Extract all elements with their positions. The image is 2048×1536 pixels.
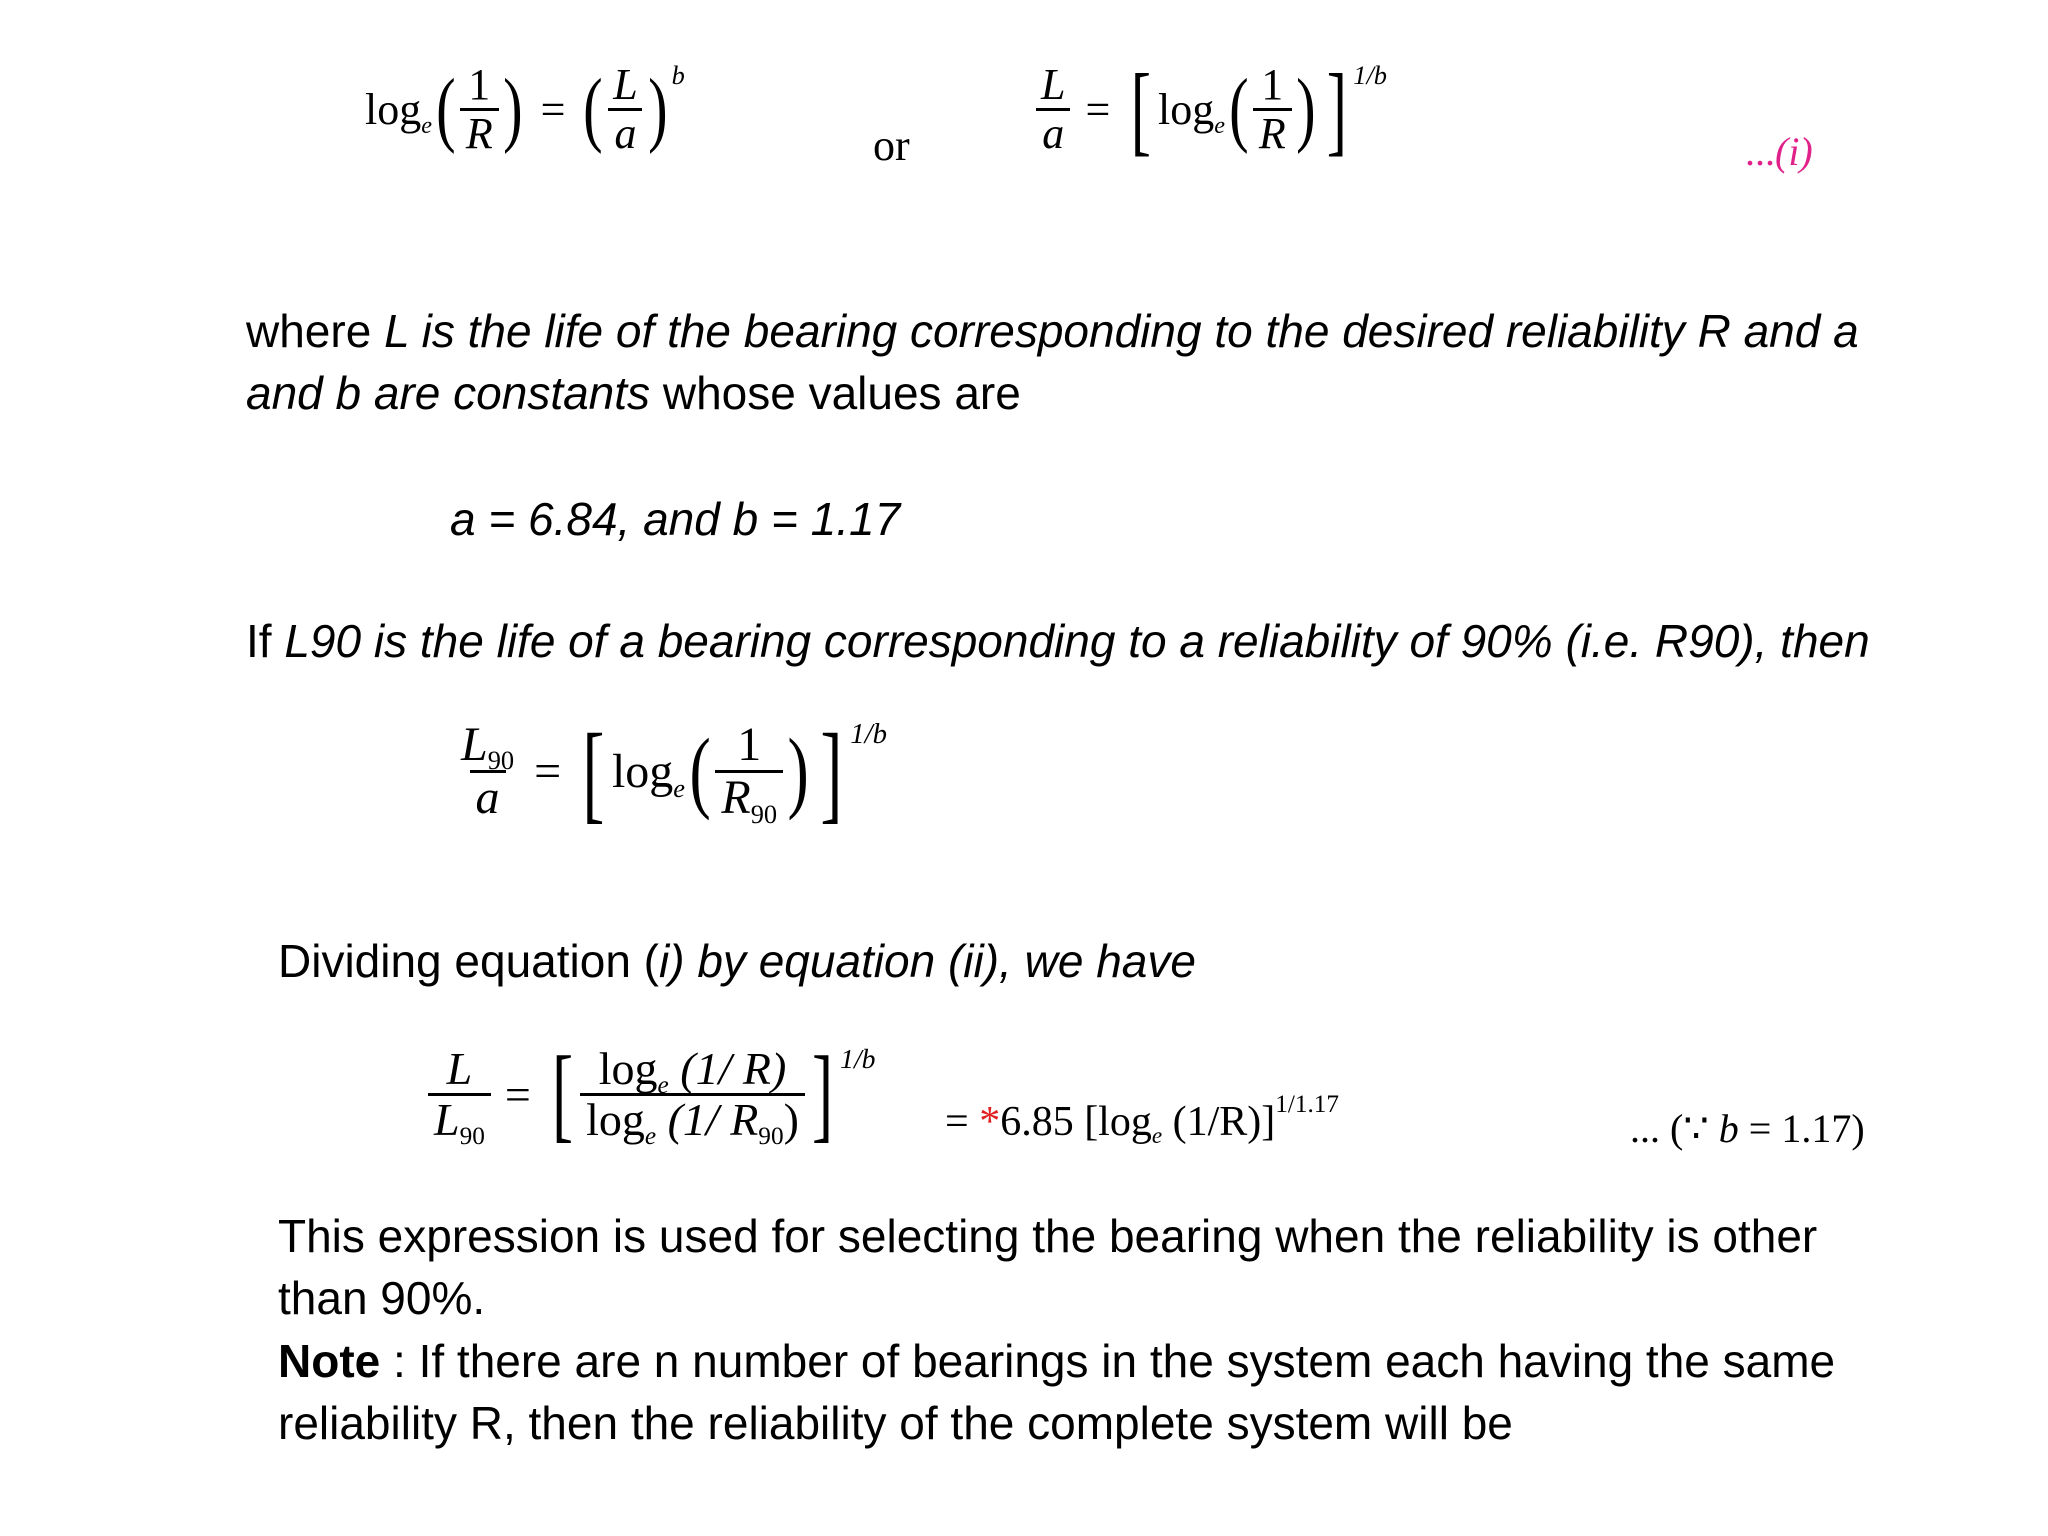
text: Dividing equation ( bbox=[278, 935, 660, 987]
bracket-close: ] bbox=[811, 1035, 834, 1153]
denominator: a bbox=[608, 108, 642, 157]
log-text: loge bbox=[1158, 85, 1225, 139]
argument: (1/R)] bbox=[1162, 1099, 1276, 1145]
equation-note-b bbox=[1630, 1105, 1865, 1152]
numerator: 1 bbox=[1261, 60, 1284, 109]
paren-open: ( bbox=[1229, 63, 1249, 156]
denominator: a bbox=[1036, 108, 1070, 157]
because-symbol: ∵ bbox=[1683, 1106, 1709, 1151]
equation-i-left bbox=[365, 59, 685, 159]
paragraph-definition bbox=[246, 300, 1926, 424]
equals-sign: = bbox=[945, 1099, 980, 1145]
paren-close: ) bbox=[1295, 63, 1316, 156]
fraction-one-over-r90 bbox=[715, 718, 783, 829]
fraction-log-ratio bbox=[580, 1043, 805, 1151]
numerator: L bbox=[446, 1043, 473, 1094]
paragraph-note bbox=[278, 1330, 1918, 1454]
equation-ratio bbox=[428, 1035, 876, 1153]
numerator: L90 bbox=[461, 718, 515, 776]
paragraph-l90 bbox=[246, 610, 1870, 672]
bracket-open: [ bbox=[551, 1035, 574, 1153]
denominator: R90 bbox=[715, 770, 783, 823]
log-base: e bbox=[1151, 1122, 1163, 1149]
text-italic: L90 is the life of a bearing corresponding to a reliability of 90% (i.e. R90), then bbox=[284, 615, 1870, 667]
equation-i-right bbox=[1035, 53, 1388, 166]
fraction-l-over-l90 bbox=[428, 1043, 491, 1151]
text: where bbox=[246, 305, 385, 357]
or-text: or bbox=[873, 121, 910, 170]
fraction-l-over-a bbox=[1035, 62, 1071, 157]
denominator: L90 bbox=[428, 1093, 491, 1144]
fraction-one-over-r bbox=[1253, 62, 1292, 157]
exponent-1-over-b: 1/b bbox=[1353, 59, 1388, 90]
equation-ii bbox=[455, 710, 888, 833]
paragraph-expression: This expression is used for selecting the bearing when the reliability is other than 90%. bbox=[278, 1210, 1818, 1324]
equation-tag-i bbox=[1745, 128, 1813, 175]
exponent-1-over-b: 1/b bbox=[840, 1042, 876, 1074]
numerator: L bbox=[1041, 60, 1066, 109]
equation-result bbox=[945, 1091, 1339, 1149]
bracket-close: ] bbox=[1326, 53, 1347, 166]
fraction-one-over-r bbox=[460, 62, 499, 157]
paragraph-dividing bbox=[278, 930, 1196, 992]
paren-close: ) bbox=[502, 63, 523, 156]
note-text: : If there are n number of bearings in the system each having the same reliability R, then the reliability of the complete system will be bbox=[278, 1335, 1836, 1449]
log-text: loge bbox=[611, 745, 685, 803]
exponent-b: b bbox=[671, 59, 685, 90]
numerator: L bbox=[613, 60, 638, 109]
value: = 1.17) bbox=[1738, 1106, 1865, 1151]
note-label: Note bbox=[278, 1335, 381, 1387]
bracket-open: [ bbox=[1131, 53, 1152, 166]
coefficient: 6.85 [log bbox=[1000, 1099, 1152, 1145]
fraction-l90-over-a bbox=[455, 720, 520, 824]
text: whose values are bbox=[650, 367, 1021, 419]
equals-sign: = bbox=[540, 85, 566, 135]
numerator: loge (1/ R) bbox=[598, 1043, 787, 1099]
text-italic: i) by equation (ii), we have bbox=[659, 935, 1196, 987]
variable-b: b bbox=[1718, 1106, 1739, 1151]
exponent: 1/1.17 bbox=[1275, 1091, 1339, 1119]
denominator: R bbox=[1253, 108, 1292, 157]
equals-sign: = bbox=[534, 745, 562, 799]
bracket-close: ] bbox=[820, 710, 843, 833]
denominator: a bbox=[470, 770, 506, 823]
tag-dots: ... bbox=[1745, 129, 1775, 174]
numerator: 1 bbox=[468, 60, 491, 109]
denominator: R bbox=[460, 108, 499, 157]
exponent-1-over-b: 1/b bbox=[850, 717, 888, 750]
fraction-l-over-a bbox=[607, 62, 643, 157]
constants-line: a = 6.84, and b = 1.17 bbox=[450, 493, 901, 545]
equals-sign: = bbox=[504, 1069, 531, 1121]
paren-close: ) bbox=[787, 720, 809, 822]
paren-open: ( bbox=[583, 63, 604, 156]
equals-sign: = bbox=[1085, 85, 1111, 135]
paren-open: ( bbox=[689, 720, 711, 822]
tag-label: (i) bbox=[1775, 129, 1813, 174]
asterisk-mark: * bbox=[979, 1099, 1001, 1145]
denominator: loge (1/ R90) bbox=[580, 1093, 805, 1144]
dots: ... ( bbox=[1630, 1106, 1684, 1151]
text: If bbox=[246, 615, 285, 667]
numerator: 1 bbox=[737, 718, 762, 771]
bracket-open: [ bbox=[582, 710, 605, 833]
paren-open: ( bbox=[436, 63, 456, 156]
paren-close: ) bbox=[647, 63, 668, 156]
log-text: loge bbox=[365, 85, 432, 139]
text-italic: L is the life of the bearing corresponding to the desired reliability R and a and b are constants bbox=[246, 305, 1859, 419]
